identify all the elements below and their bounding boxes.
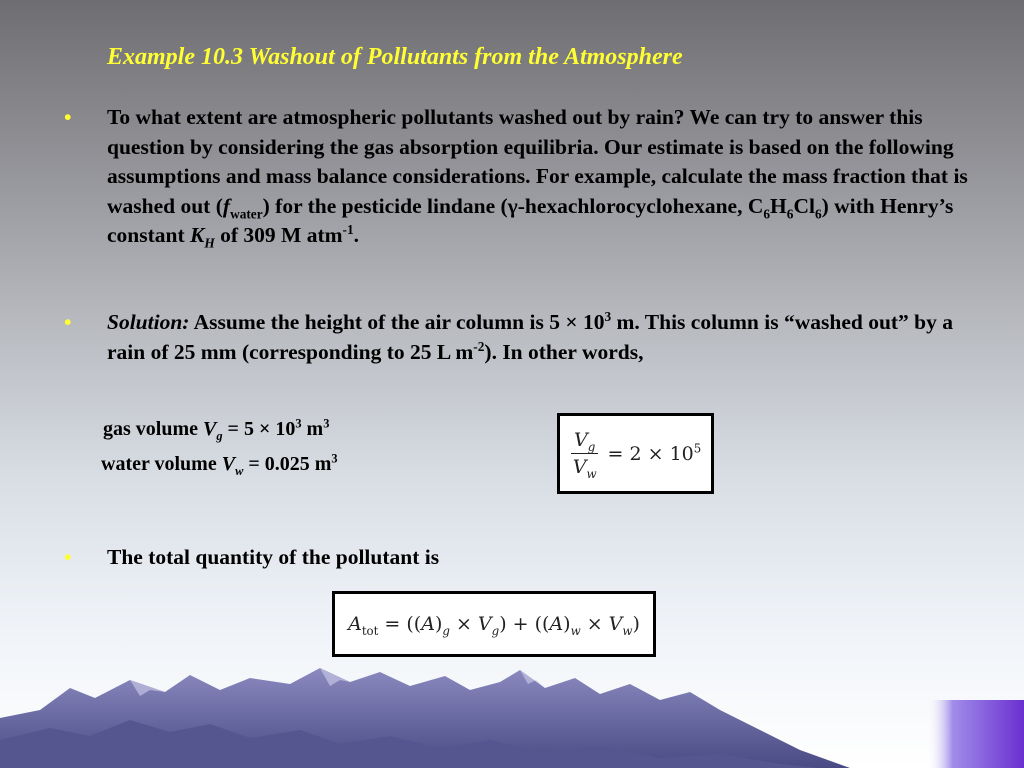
text-run: 3 — [323, 416, 330, 431]
bullet-total-quantity-text: The total quantity of the pollutant is — [107, 545, 440, 569]
text-run: water volume — [101, 453, 222, 475]
text-run: = 5 × 10 — [222, 418, 296, 440]
text-run: ) with Henry’s constant — [107, 193, 954, 247]
bullet-marker: • — [64, 310, 72, 334]
slide-title: Example 10.3 Washout of Pollutants from the Atmosphere — [107, 44, 683, 70]
bullet-solution — [64, 308, 979, 367]
text-run: f — [222, 193, 231, 218]
total-quantity-equation — [348, 613, 640, 638]
text-run: 3 — [295, 416, 302, 431]
solution-label: Solution: — [107, 310, 190, 334]
text-run: w — [622, 623, 633, 638]
text-run: ) for the pesticide lindane (γ-hexachlorocyclohexane, C — [262, 193, 764, 218]
volume-ratio-equation-box — [557, 413, 714, 494]
text-run: gas volume — [103, 418, 203, 440]
fraction-numerator — [571, 429, 598, 454]
text-run: w — [586, 466, 597, 481]
text-run: Assume the height of the air column is 5 × 10 — [189, 310, 605, 334]
text-run: m — [301, 418, 324, 440]
text-run: H — [204, 235, 215, 251]
text-run: × — [580, 613, 609, 635]
text-run: 5 — [693, 441, 702, 456]
text-run: ) — [563, 613, 571, 635]
text-run: -1 — [342, 221, 354, 237]
text-run: V — [608, 613, 623, 635]
text-run: 3 — [604, 308, 612, 324]
text-run: H — [770, 193, 787, 218]
text-run: A — [421, 613, 435, 635]
text-run: V — [573, 429, 588, 451]
text-run: V — [203, 418, 217, 440]
volume-ratio-value — [608, 443, 702, 465]
bullet-question-text — [107, 103, 979, 251]
text-run: To what extent are atmospheric pollutants washed out by rain? We can try to answer this question by considering the gas absorption equilibria. Our estimate is based on the following assumptions and mass balance considerations. For example, calculate the mass fraction that is washed out ( — [107, 105, 968, 218]
text-run: tot — [361, 623, 379, 638]
text-run: of 309 M atm — [214, 223, 343, 247]
text-run: × — [449, 613, 478, 635]
text-run: 3 — [331, 451, 338, 466]
text-run: A — [348, 613, 362, 635]
text-run: -2 — [473, 338, 485, 354]
text-run: w — [235, 464, 244, 478]
text-run: water — [230, 205, 263, 221]
text-run: m. This column is “washed out” by a rain of 25 mm (corresponding to 25 L m — [107, 310, 954, 364]
text-run: 6 — [814, 205, 822, 221]
text-run: g — [216, 429, 223, 443]
text-run: V — [572, 456, 587, 478]
mountain-landscape — [0, 640, 1024, 768]
bullet-total-quantity — [64, 543, 979, 573]
text-run: ) — [434, 613, 443, 635]
text-run: = 2 × 10 — [607, 442, 694, 465]
text-run: w — [570, 623, 581, 638]
text-run: K — [190, 223, 205, 247]
text-run: ) + (( — [499, 613, 550, 635]
text-run: = (( — [378, 613, 422, 635]
text-run: g — [491, 623, 500, 638]
text-run: . — [353, 223, 360, 247]
text-run: 6 — [786, 205, 794, 221]
text-run: = 0.025 m — [243, 453, 332, 475]
fraction-denominator — [570, 454, 600, 481]
bullet-marker: • — [64, 545, 72, 569]
text-run: 6 — [763, 205, 771, 221]
text-run: g — [587, 439, 596, 454]
text-run: ). In other words, — [484, 339, 644, 364]
gas-volume-line — [103, 418, 329, 441]
text-run: ) — [632, 613, 640, 635]
volume-ratio-fraction — [570, 429, 600, 481]
bullet-question — [64, 103, 979, 251]
text-run: V — [221, 453, 236, 475]
text-run: Cl — [793, 193, 815, 218]
water-volume-line — [101, 453, 338, 476]
text-run: A — [549, 613, 564, 635]
text-run: V — [477, 613, 492, 635]
bullet-marker: • — [64, 105, 72, 129]
bullet-solution-text — [107, 308, 979, 367]
text-run: g — [442, 623, 450, 638]
